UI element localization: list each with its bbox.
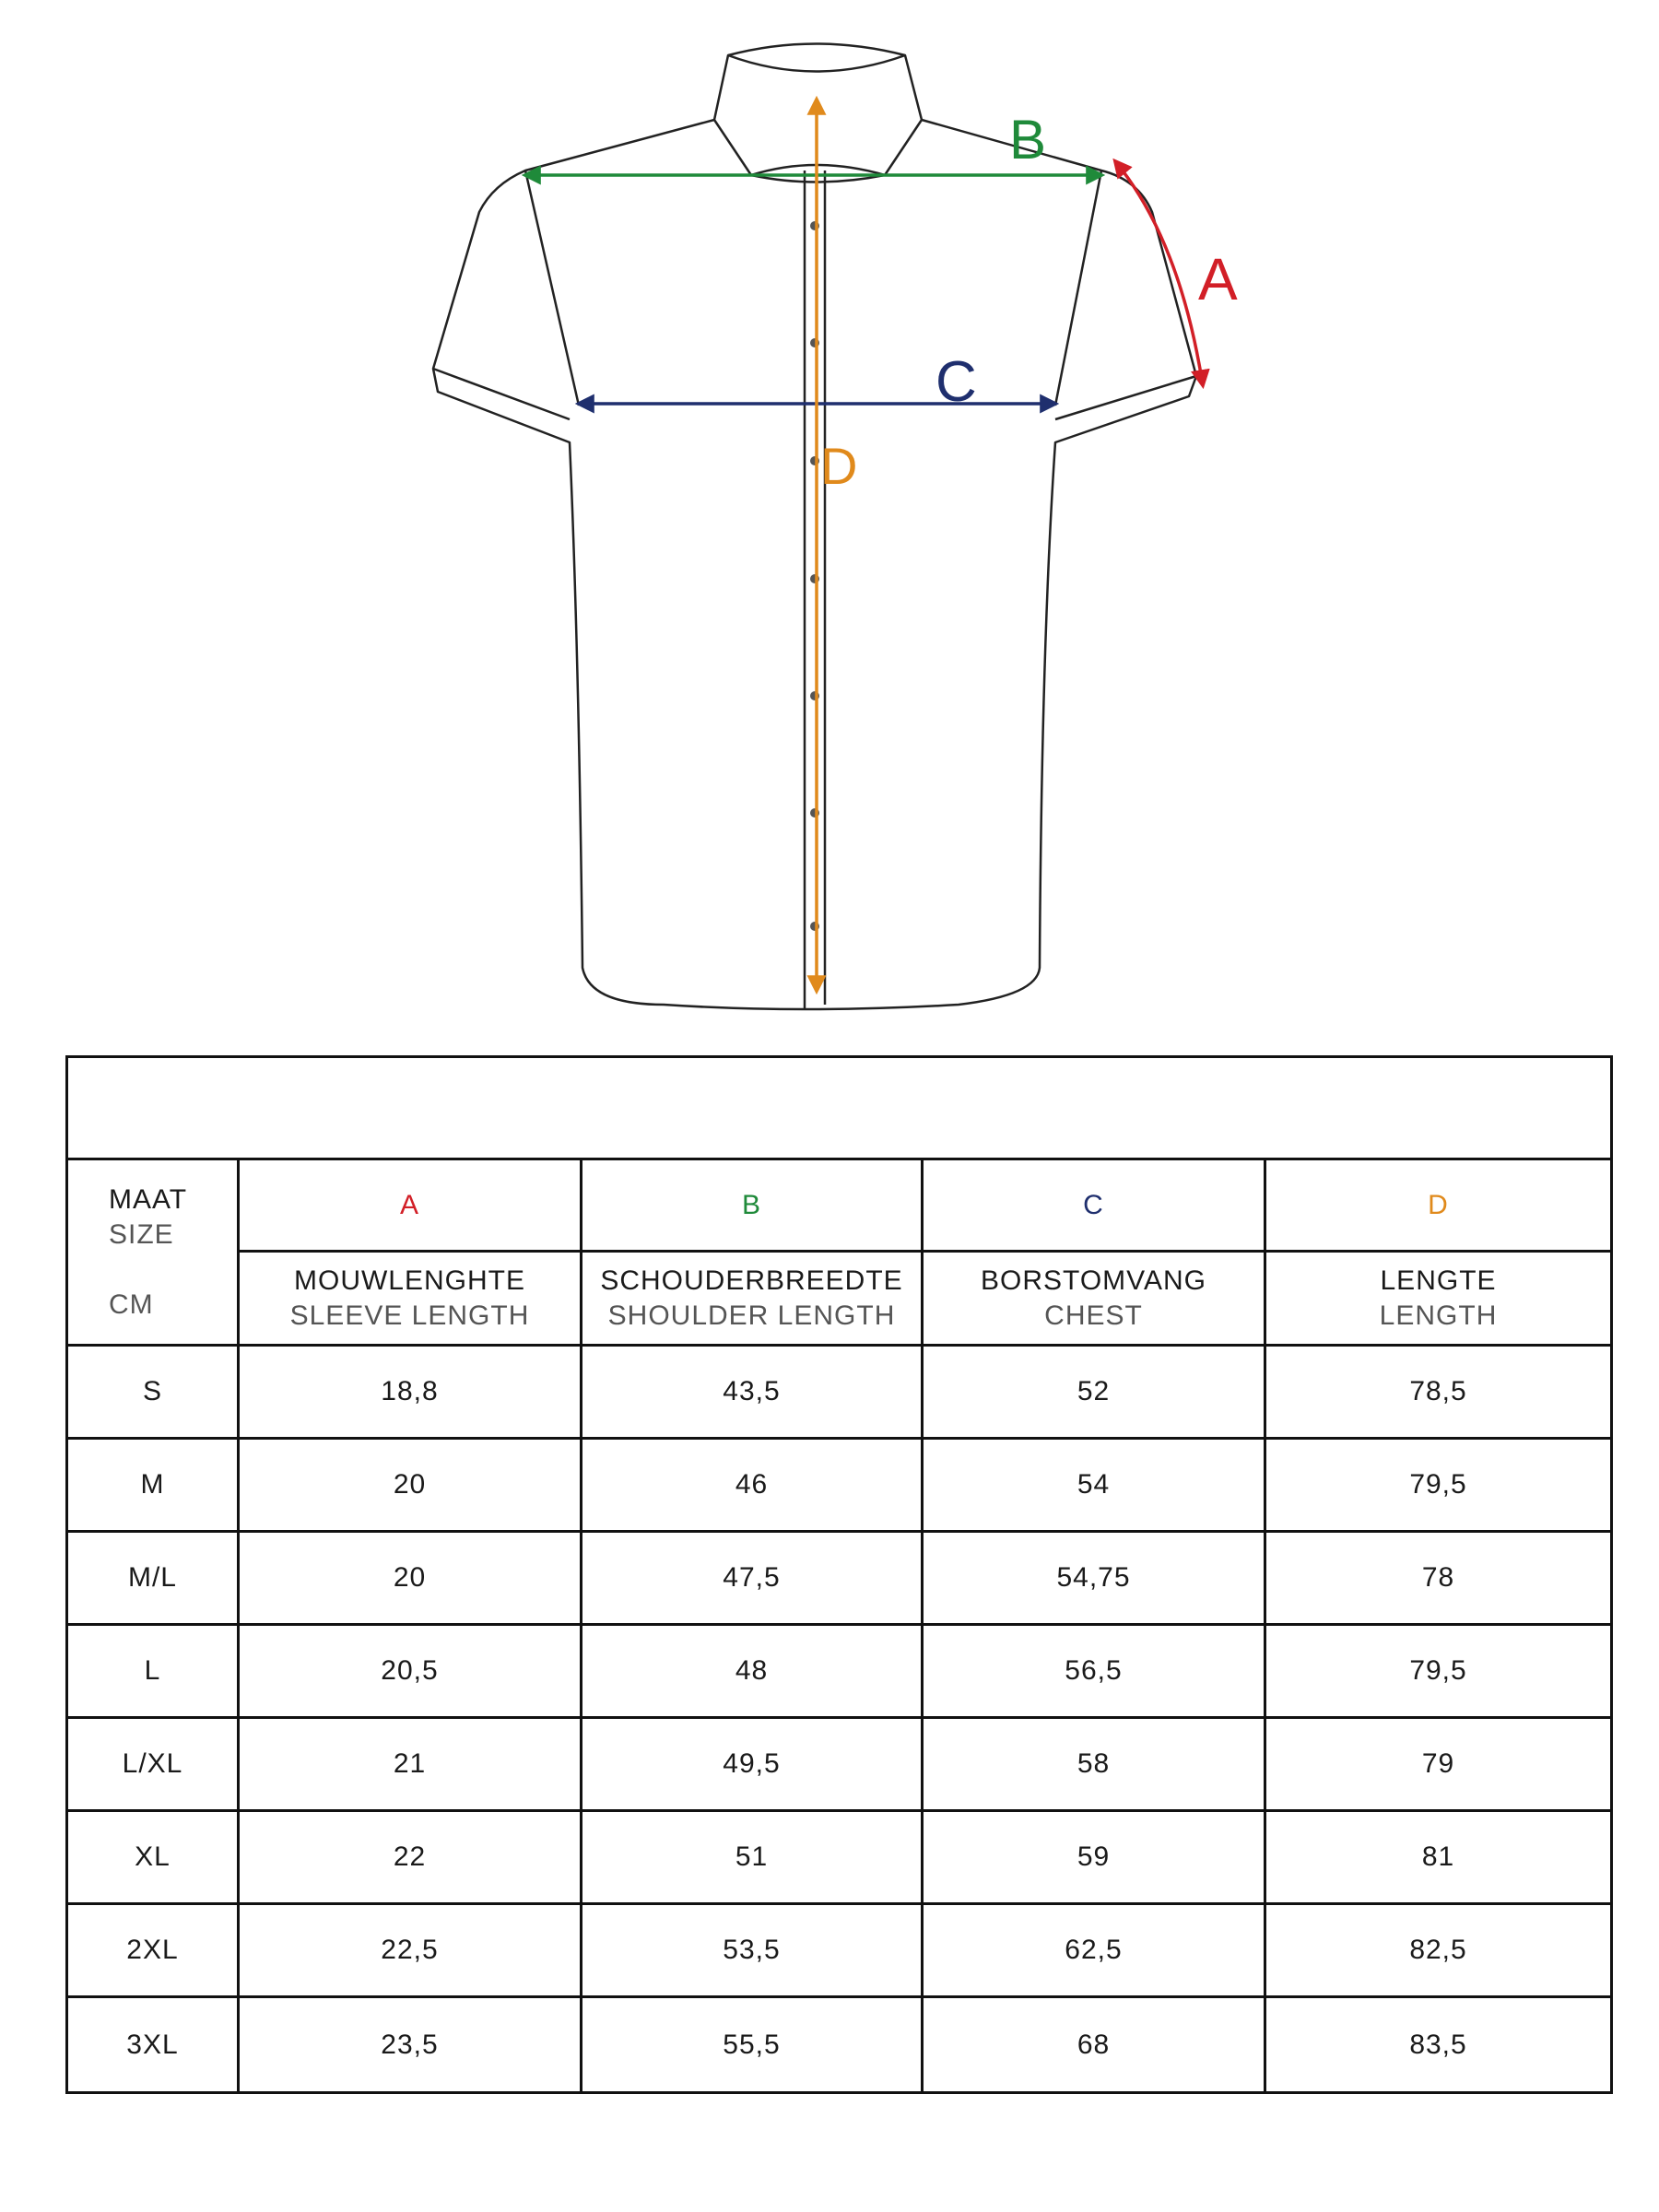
- chest-cell: 56,5: [923, 1625, 1265, 1718]
- column-header-d-en: LENGTH: [1379, 1300, 1498, 1331]
- table-row: [67, 1346, 1612, 1439]
- table-title: [67, 1057, 1612, 1159]
- chest-cell: 59: [923, 1811, 1265, 1904]
- table-label-row: [67, 1252, 1612, 1346]
- table-row: [67, 1439, 1612, 1532]
- size-cell: 3XL: [67, 1997, 239, 2093]
- length-cell: 81: [1265, 1811, 1612, 1904]
- column-letter-d: D: [1265, 1159, 1612, 1252]
- length-cell: 82,5: [1265, 1904, 1612, 1997]
- column-header-a: [239, 1252, 582, 1346]
- chest-cell: 54,75: [923, 1532, 1265, 1625]
- measure-label-d: D: [820, 437, 858, 495]
- column-header-b: [582, 1252, 923, 1346]
- column-header-b-en: SHOULDER LENGTH: [607, 1300, 896, 1331]
- shoulder-cell: 47,5: [582, 1532, 923, 1625]
- sleeve-cell: 23,5: [239, 1997, 582, 2093]
- sleeve-cell: 20: [239, 1532, 582, 1625]
- shoulder-cell: 49,5: [582, 1718, 923, 1811]
- size-cell: L: [67, 1625, 239, 1718]
- chest-cell: 58: [923, 1718, 1265, 1811]
- column-letter-c: C: [923, 1159, 1265, 1252]
- column-header-a-nl: MOUWLENGHTE: [294, 1265, 525, 1296]
- corner-unit-label: CM: [109, 1289, 154, 1320]
- length-cell: 79,5: [1265, 1439, 1612, 1532]
- column-header-c-nl: BORSTOMVANG: [981, 1265, 1206, 1296]
- size-cell: S: [67, 1346, 239, 1439]
- sleeve-cell: 22: [239, 1811, 582, 1904]
- size-cell: M: [67, 1439, 239, 1532]
- table-title-row: [67, 1057, 1612, 1159]
- shoulder-cell: 43,5: [582, 1346, 923, 1439]
- column-header-b-nl: SCHOUDERBREEDTE: [600, 1265, 903, 1296]
- table-corner-cell: [67, 1159, 239, 1346]
- table-letter-row: [67, 1159, 1612, 1252]
- size-cell: XL: [67, 1811, 239, 1904]
- measure-label-b: B: [1009, 109, 1047, 171]
- table-row: [67, 1718, 1612, 1811]
- measure-label-c: C: [935, 350, 977, 414]
- shirt-outline: [433, 44, 1196, 1010]
- shoulder-cell: 53,5: [582, 1904, 923, 1997]
- sleeve-cell: 22,5: [239, 1904, 582, 1997]
- size-cell: 2XL: [67, 1904, 239, 1997]
- shoulder-cell: 55,5: [582, 1997, 923, 2093]
- table-row: [67, 1811, 1612, 1904]
- shirt-measurement-diagram: [0, 0, 1659, 1023]
- length-cell: 79,5: [1265, 1625, 1612, 1718]
- sleeve-cell: 21: [239, 1718, 582, 1811]
- table-row: [67, 1904, 1612, 1997]
- table-row: [67, 1997, 1612, 2093]
- size-chart-table: [65, 1055, 1613, 2094]
- table-row: [67, 1532, 1612, 1625]
- chest-cell: 54: [923, 1439, 1265, 1532]
- length-cell: 79: [1265, 1718, 1612, 1811]
- column-header-c-en: CHEST: [1044, 1300, 1143, 1331]
- size-cell: M/L: [67, 1532, 239, 1625]
- chest-cell: 68: [923, 1997, 1265, 2093]
- length-cell: 78: [1265, 1532, 1612, 1625]
- column-letter-b: B: [582, 1159, 923, 1252]
- size-cell: L/XL: [67, 1718, 239, 1811]
- left-sleeve-cuff: [433, 369, 570, 419]
- sleeve-cell: 20,5: [239, 1625, 582, 1718]
- chest-cell: 62,5: [923, 1904, 1265, 1997]
- table-row: [67, 1625, 1612, 1718]
- length-cell: 78,5: [1265, 1346, 1612, 1439]
- corner-size-label: SIZE: [109, 1219, 174, 1250]
- shoulder-cell: 46: [582, 1439, 923, 1532]
- column-header-d: [1265, 1252, 1612, 1346]
- chest-cell: 52: [923, 1346, 1265, 1439]
- column-header-a-en: SLEEVE LENGTH: [289, 1300, 530, 1331]
- length-cell: 83,5: [1265, 1997, 1612, 2093]
- sleeve-cell: 20: [239, 1439, 582, 1532]
- column-letter-a: A: [239, 1159, 582, 1252]
- shoulder-cell: 48: [582, 1625, 923, 1718]
- shoulder-cell: 51: [582, 1811, 923, 1904]
- column-header-d-nl: LENGTE: [1380, 1265, 1497, 1296]
- right-sleeve-cuff: [1055, 376, 1196, 419]
- column-header-c: [923, 1252, 1265, 1346]
- measure-label-a: A: [1198, 246, 1238, 312]
- sleeve-cell: 18,8: [239, 1346, 582, 1439]
- shirt-body: [433, 120, 1196, 1009]
- corner-maat-label: MAAT: [109, 1184, 188, 1215]
